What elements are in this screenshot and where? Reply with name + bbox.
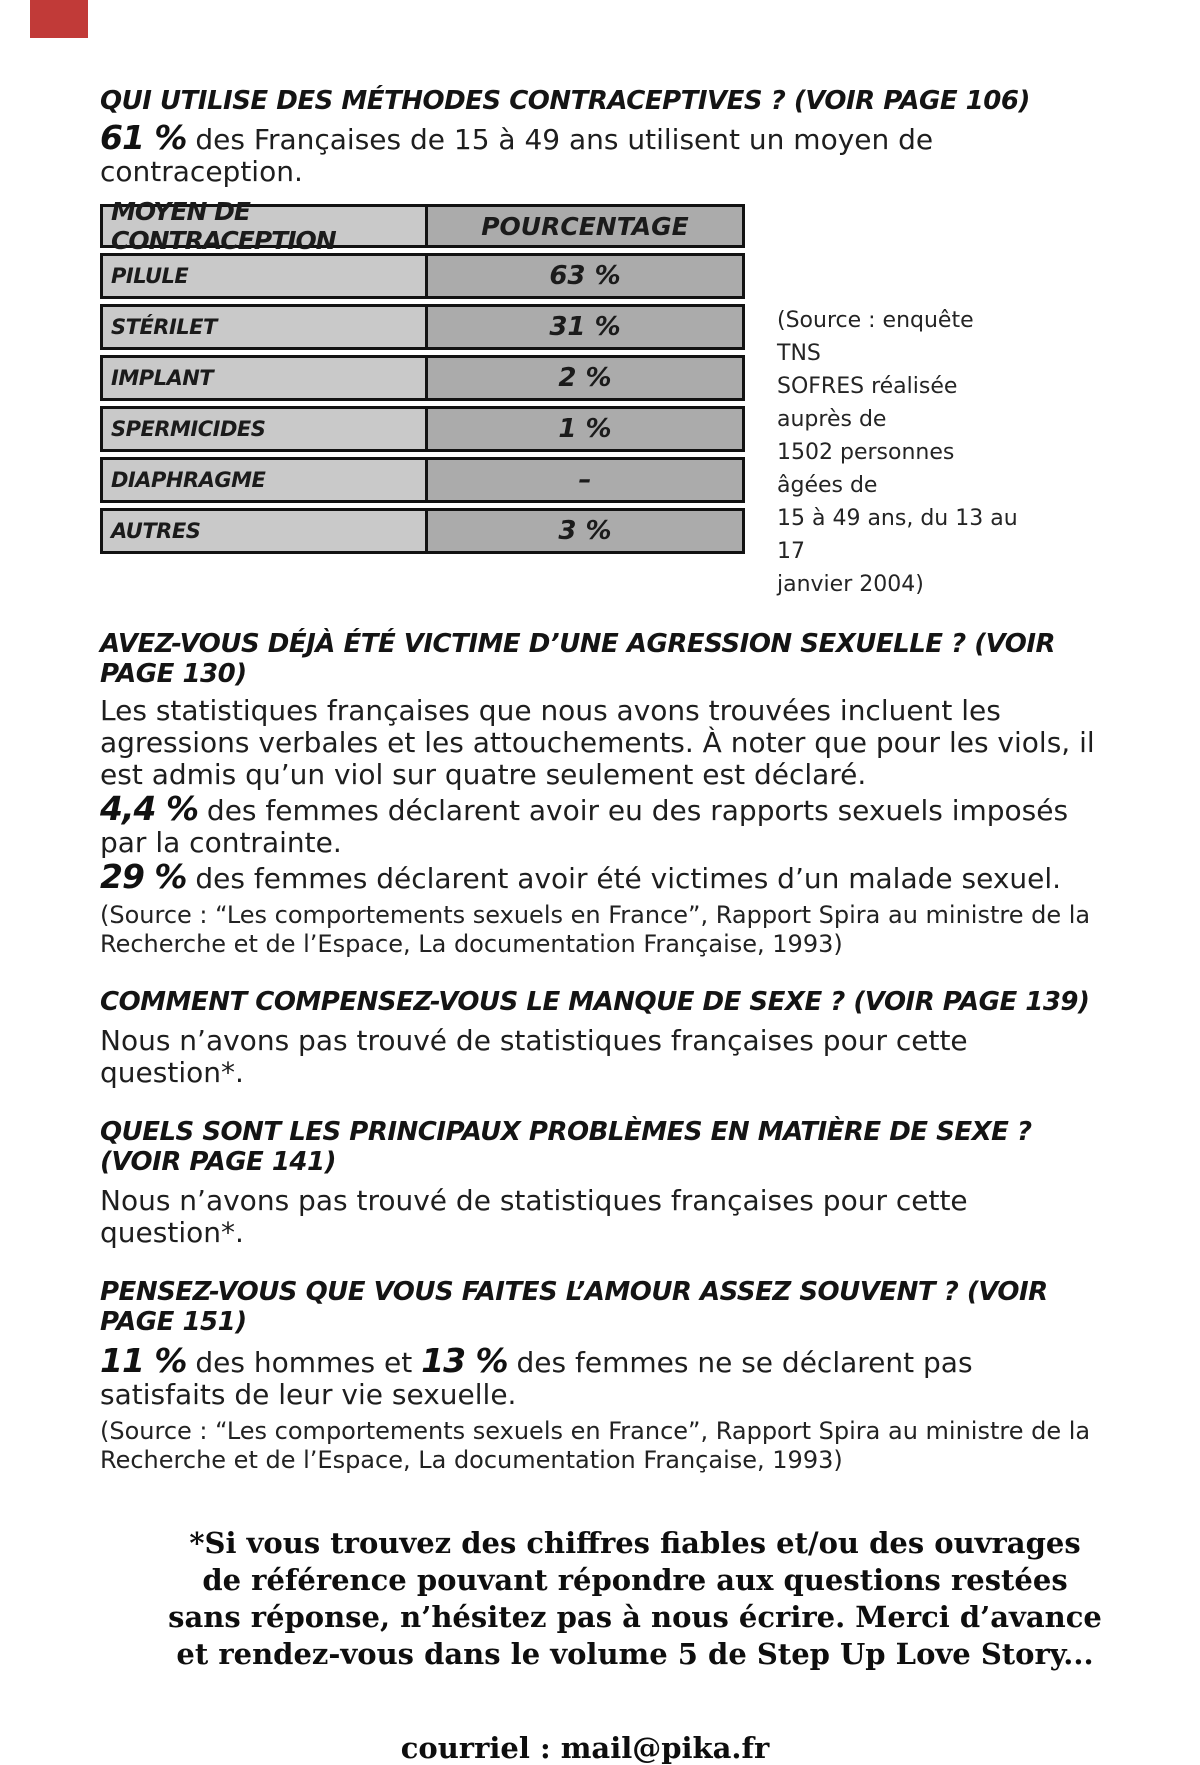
source-line: 1502 personnes âgées de [777, 440, 955, 498]
contact-email: courriel : mail@pika.fr [400, 1731, 770, 1765]
stat-4-4-text: des femmes déclarent avoir eu des rapports sexuels imposés par la contrainte. [100, 794, 1069, 859]
question-5-source: (Source : “Les comportements sexuels en France”, Rapport Spira au ministre de la Recherche et de l’Espace, La documentation Française, 1993) [100, 1417, 1091, 1474]
table-cell-label: IMPLANT [103, 358, 425, 398]
editor-note [160, 1525, 1110, 1673]
question-4-answer: Nous n’avons pas trouvé de statistiques françaises pour cette question*. [100, 1184, 968, 1249]
editor-note-line: *Si vous trouvez des chiffres fiables et/ou des ouvrages [189, 1526, 1081, 1560]
question-2-section [100, 629, 1105, 959]
source-line: 15 à 49 ans, du 13 au 17 [777, 506, 1018, 564]
table-row [100, 253, 745, 299]
table-header-row [100, 197, 745, 255]
stat-61-percent: 61 % [100, 118, 187, 157]
table-cell-value: 1 % [425, 409, 742, 449]
question-5-heading: PENSEZ-VOUS QUE VOUS FAITES L’AMOUR ASSEZ SOUVENT ? (VOIR PAGE 151) [100, 1277, 1048, 1337]
table-cell-value: – [425, 460, 742, 500]
question-5-section [100, 1277, 1105, 1475]
contraception-table [100, 197, 745, 559]
table-row [100, 355, 745, 401]
stat-29-percent: 29 % [100, 857, 187, 896]
stat-4-4-percent: 4,4 % [100, 789, 199, 828]
editor-note-line: et rendez-vous dans le volume 5 de Step Up Love Story... [176, 1637, 1094, 1671]
table-cell-value: 3 % [425, 511, 742, 551]
question-1-stat [100, 118, 1105, 188]
question-3-answer: Nous n’avons pas trouvé de statistiques françaises pour cette question*. [100, 1024, 968, 1089]
table-row [100, 457, 745, 503]
table-source-note [777, 304, 1019, 601]
question-3-heading: COMMENT COMPENSEZ-VOUS LE MANQUE DE SEXE ? (VOIR PAGE 139) [100, 987, 1090, 1017]
stat-end-text: des femmes ne se déclarent pas satisfaits de leur vie sexuelle. [100, 1346, 973, 1411]
table-cell-label: STÉRILET [103, 307, 425, 347]
stat-61-text: des Françaises de 15 à 49 ans utilisent un moyen de contraception. [100, 123, 934, 188]
question-2-stat-1 [100, 789, 1105, 859]
table-cell-value: 63 % [425, 256, 742, 296]
question-2-paragraph: Les statistiques françaises que nous avons trouvées incluent les agressions verbales et les attouchements. À noter que pour les viols, il est admis qu’un viol sur quatre seulement est déclaré. [100, 694, 1095, 791]
question-4-section [100, 1117, 1105, 1249]
table-cell-label: SPERMICIDES [103, 409, 425, 449]
question-2-source: (Source : “Les comportements sexuels en France”, Rapport Spira au ministre de la Recherche et de l’Espace, La documentation Française, 1993) [100, 901, 1091, 958]
editor-note-line: sans réponse, n’hésitez pas à nous écrire. Merci d’avance [168, 1600, 1102, 1634]
table-header-percentage: POURCENTAGE [425, 207, 742, 245]
question-1-heading: QUI UTILISE DES MÉTHODES CONTRACEPTIVES ? (VOIR PAGE 106) [100, 86, 1030, 116]
table-row [100, 508, 745, 554]
table-row [100, 304, 745, 350]
page-corner-marker [30, 0, 88, 38]
table-cell-label: AUTRES [103, 511, 425, 551]
question-4-heading: QUELS SONT LES PRINCIPAUX PROBLÈMES EN MATIÈRE DE SEXE ? (VOIR PAGE 141) [100, 1117, 1032, 1177]
stat-11-percent: 11 % [100, 1341, 187, 1380]
question-2-stat-2 [100, 857, 1105, 896]
table-cell-value: 31 % [425, 307, 742, 347]
question-5-stat [100, 1341, 1105, 1411]
table-row [100, 406, 745, 452]
source-line: SOFRES réalisée auprès de [777, 374, 958, 432]
source-line: (Source : enquête TNS [777, 308, 974, 366]
stat-29-text: des femmes déclarent avoir été victimes d’un malade sexuel. [186, 862, 1062, 895]
stat-mid-text: des hommes et [186, 1346, 422, 1379]
question-2-heading: AVEZ-VOUS DÉJÀ ÉTÉ VICTIME D’UNE AGRESSION SEXUELLE ? (VOIR PAGE 130) [100, 629, 1056, 689]
table-cell-label: DIAPHRAGME [103, 460, 425, 500]
table-cell-label: PILULE [103, 256, 425, 296]
table-cell-value: 2 % [425, 358, 742, 398]
contraception-table-section [100, 197, 1105, 601]
stat-13-percent: 13 % [421, 1341, 508, 1380]
table-header-method: MOYEN DE CONTRACEPTION [103, 207, 425, 245]
editor-note-line: de référence pouvant répondre aux questions restées [202, 1563, 1068, 1597]
source-line: janvier 2004) [777, 572, 924, 597]
question-3-section [100, 987, 1105, 1089]
